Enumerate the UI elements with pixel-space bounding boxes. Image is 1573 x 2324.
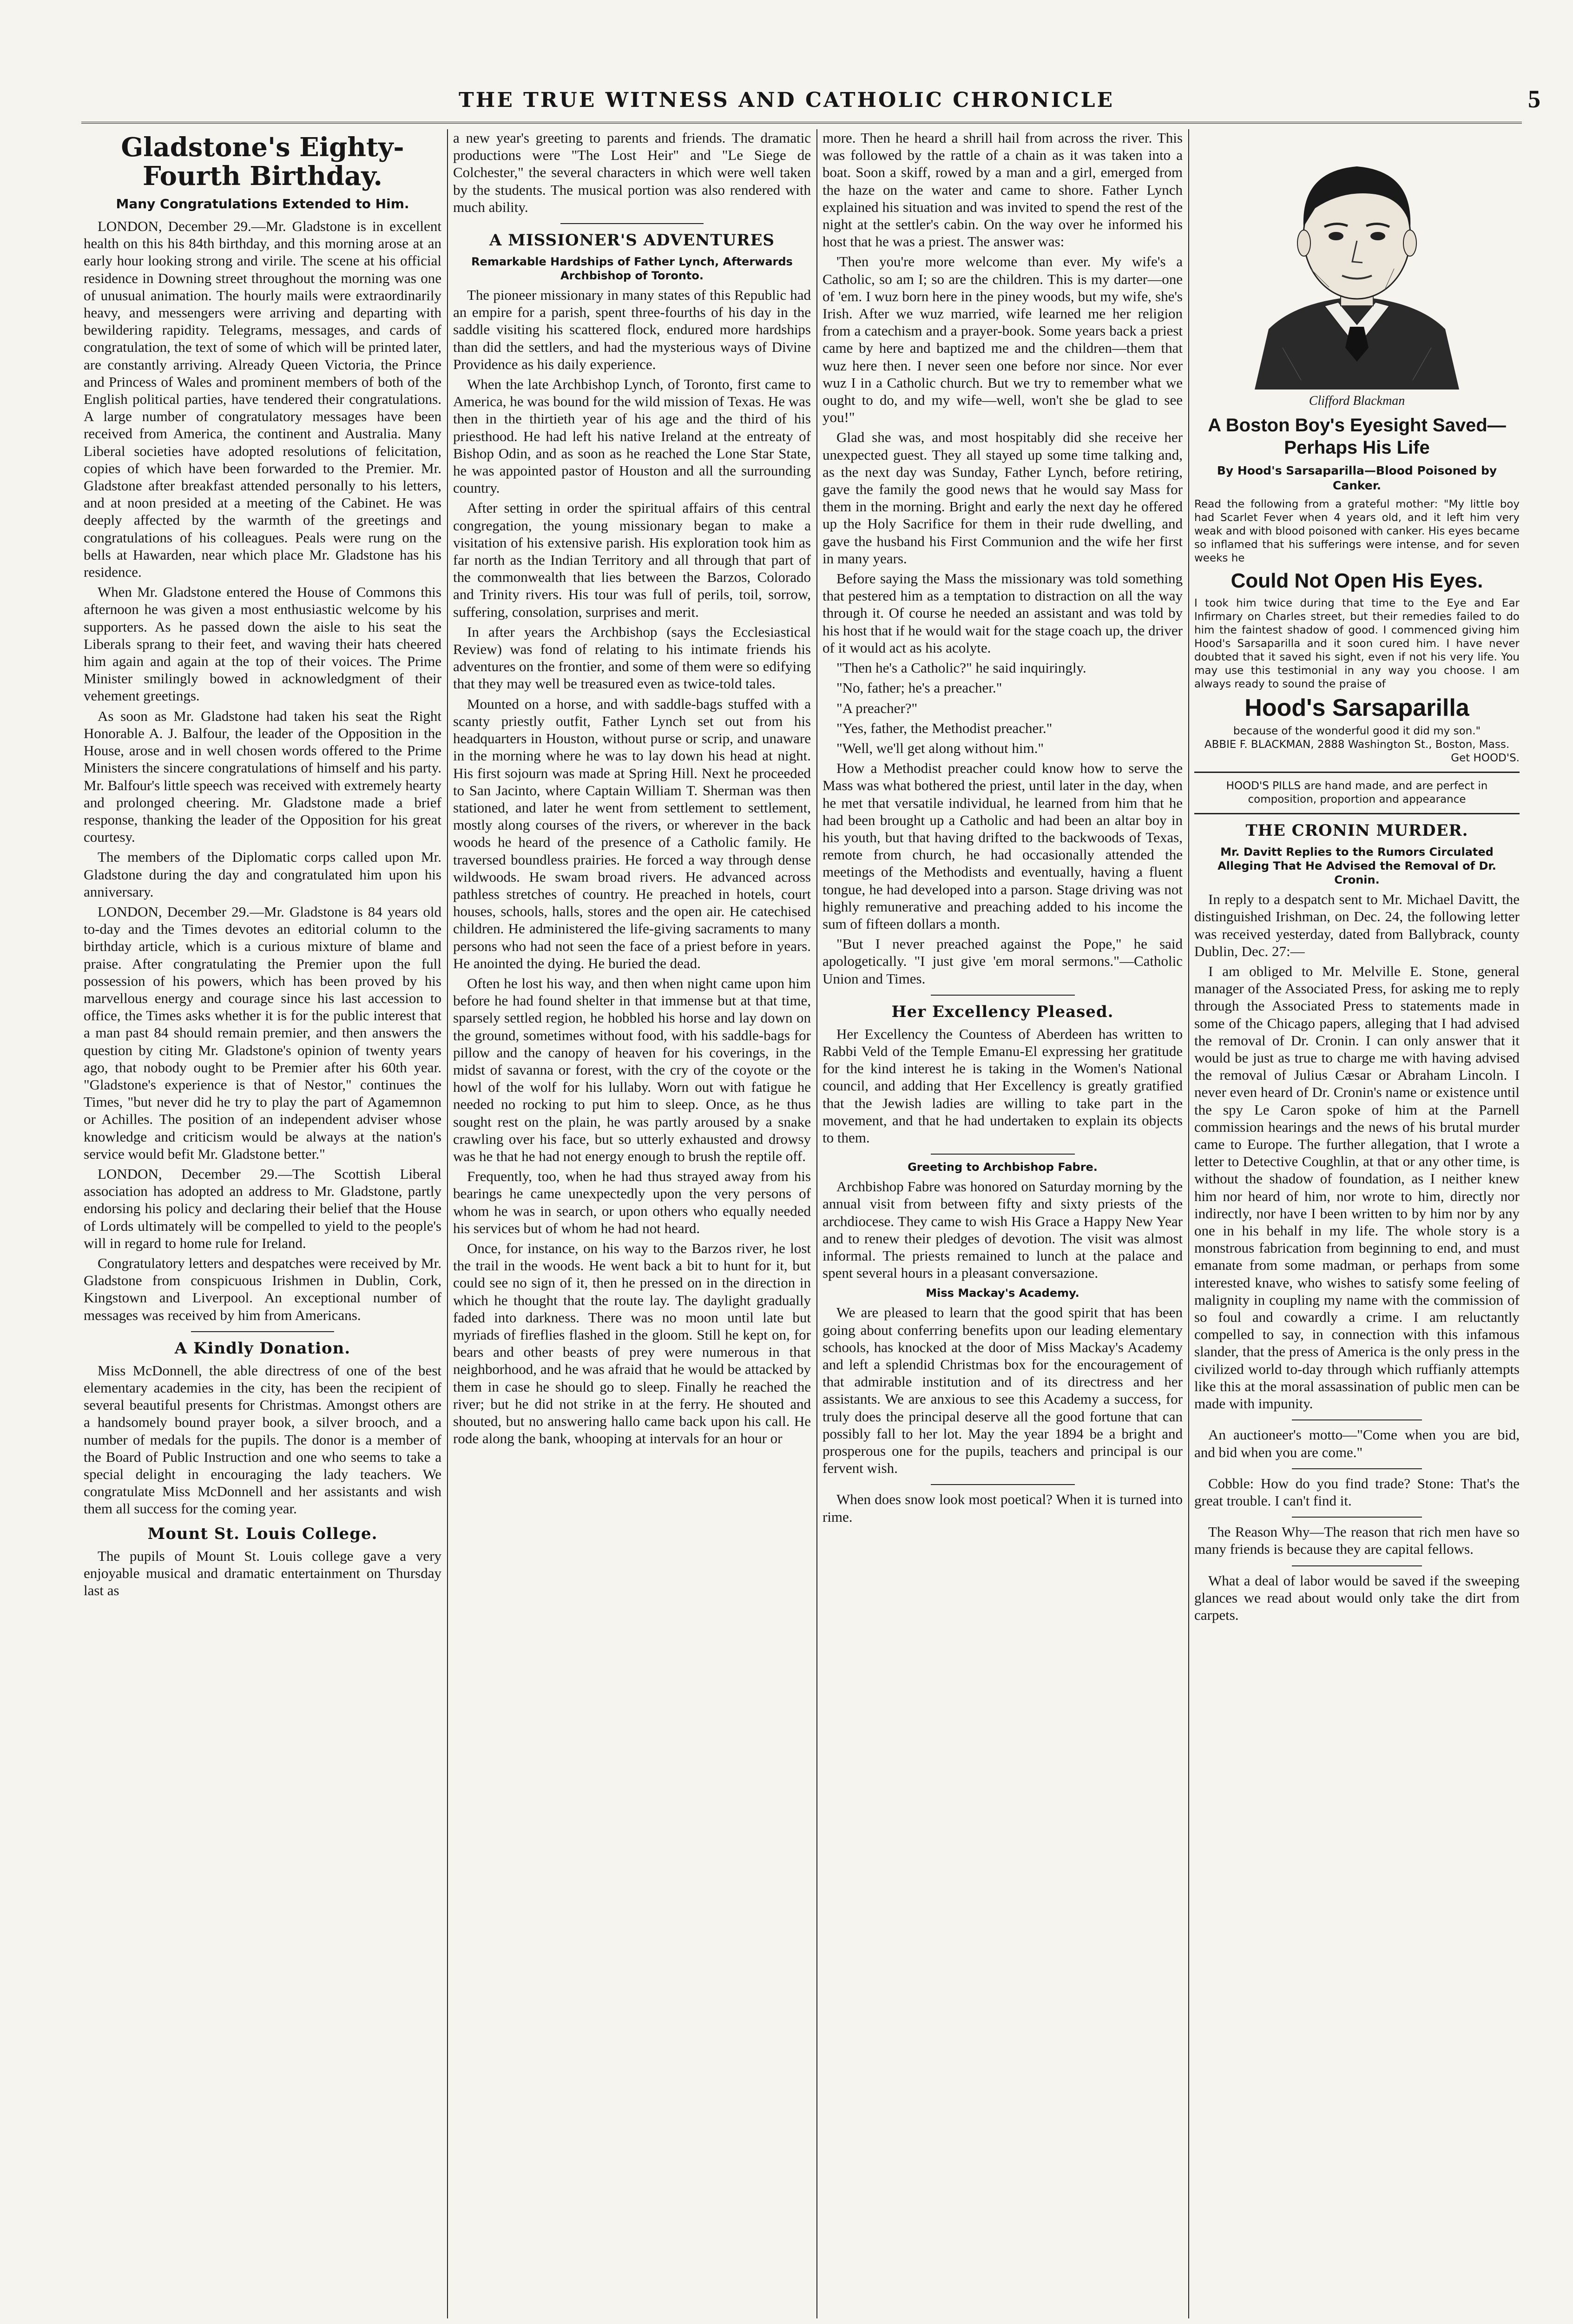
ad-testimonial-part1: Read the following from a grateful mother: "My little boy had Scarlet Fever when 4 years old, and it left him very weak and with blood poisoned with canker. His eyes became so inflamed that his sufferings were intense, and for seven weeks he xyxy=(1194,498,1520,565)
paragraph: a new year's greeting to parents and friends. The dramatic productions were "The Lost Heir" and "Le Siege de Colchester," the several characters in which were well taken by the students. The musical portion was also rendered with much ability. xyxy=(453,130,811,215)
paragraph: The members of the Diplomatic corps called upon Mr. Gladstone during the day and congratulated him upon his anniversary. xyxy=(84,849,441,900)
paragraph: LONDON, December 29.—Mr. Gladstone is 84 years old to-day and the Times devotes an editorial column to the birthday article, which is a curious mixture of blame and praise. After congratulating the Premier upon the full possession of his powers, which has been proved by his marvellous energy and courage since his last accession to office, the Times asks whether it is for the public interest that a man past 84 should remain premier, and then answers the question by citing Mr. Gladstone's opinion of twenty years ago, that nobody ought to be Premier after his 60th year. "Gladstone's experience is that of Nestor," continues the Times, "but never did he try to play the part of Agamemnon or Achilles. The position of an independent adviser whose knowledge and criticism would be always at the nation's service would befit Mr. Gladstone better." xyxy=(84,903,441,1162)
paragraph: As soon as Mr. Gladstone had taken his seat the Right Honorable A. J. Balfour, the leader of the Opposition in the House, arose and in well chosen words offered to the Prime Ministers the sincere congratulations of himself and his party. Mr. Balfour's little speech was received with extremely hearty and prolonged cheering. Mr. Gladstone made a brief response, thanking the leader of the Opposition for his great courtesy. xyxy=(84,707,441,845)
section-divider xyxy=(931,1154,1075,1155)
ad-byline: By Hood's Sarsaparilla—Blood Poisoned by Canker. xyxy=(1217,464,1497,493)
paragraph: Cobble: How do you find trade? Stone: That's the great trouble. I can't find it. xyxy=(1194,1475,1520,1509)
column-4 xyxy=(1194,129,1520,2318)
masthead xyxy=(0,0,1573,116)
section-divider xyxy=(1292,1419,1422,1420)
ad-rule xyxy=(1194,772,1520,773)
paragraph: "No, father; he's a preacher." xyxy=(836,680,1002,696)
ad-product-name: Hood's Sarsaparilla xyxy=(1244,694,1469,722)
article-headline-fabre: Greeting to Archbishop Fabre. xyxy=(908,1161,1098,1174)
paragraph: The pioneer missionary in many states of this Republic had an empire for a parish, spent three-fourths of his day in the saddle visiting his scattered flock, endured more hardships than did the settlers, and had the mysterious ways of Divine Providence as his daily experience. xyxy=(453,287,811,372)
paragraph: Her Excellency the Countess of Aberdeen has written to Rabbi Veld of the Temple Emanu-El expressing her gratitude for the kind interest he is taking in the Women's National council, and adding that Her Excellency is greatly gratified that the Jewish ladies are willing to take part in the movement, and that he had undertaken to explain its objects to them. xyxy=(823,1025,1183,1146)
ad-testimonial-part2: I took him twice during that time to the Eye and Ear Infirmary on Charles street, but their remedies failed to do him the faintest shadow of good. I commenced giving him Hood's Sarsaparilla and it soon cured him. I have never doubted that it saved his sight, even if not his very life. You may use this testimonial in any way you choose. I am always ready to sound the praise of xyxy=(1194,597,1520,691)
boy-portrait-image xyxy=(1236,129,1478,390)
paragraph: Congratulatory letters and despatches were received by Mr. Gladstone from conspicuous Irishmen in Dublin, Cork, Kingstown and Liverpool. An exceptional number of messages was received by him from Americans. xyxy=(84,1254,441,1323)
paragraph: We are pleased to learn that the good spirit that has been going about conferring benefits upon our leading elementary schools, has knocked at the door of Miss Mackay's Academy and left a splendid Christmas box for the encouragement of that admirable institution and of its directress and her assistants. We are anxious to see this Academy a success, for truly does the principal deserve all the good fortune that can possibly fall to her lot. May the year 1894 be a bright and prosperous one for the pupils, teachers and principal is our fervent wish. xyxy=(823,1304,1183,1477)
paragraph: In after years the Archbishop (says the Ecclesiastical Review) was fond of relating to his intimate friends his adventures on the frontier, and some of them were so edifying that they may well be treasured even as twice-told tales. xyxy=(453,623,811,692)
paragraph: "A preacher?" xyxy=(836,700,918,716)
ad-bold-line: Could Not Open His Eyes. xyxy=(1231,569,1483,593)
paragraph: Archbishop Fabre was honored on Saturday morning by the annual visit from between fifty and sixty priests of the archdiocese. They came to wish His Grace a Happy New Year and to renew their pledges of devotion. The visit was almost informal. The priests remained to lunch at the palace and spent several hours in a pleasant conversazione. xyxy=(823,1178,1183,1281)
paragraph: Miss McDonnell, the able directress of one of the best elementary academies in the city, has been the recipient of several beautiful presents for Christmas. Amongst others are a handsomely bound prayer book, a silver brooch, and a number of medals for the pupils. The donor is a member of the Board of Public Instruction and one who seems to take a special delight in encouraging the lady teachers. We congratulate Miss McDonnell and her assistants and wish them all success for the coming year. xyxy=(84,1362,441,1517)
ad-pills-note: HOOD'S PILLS are hand made, and are perfect in composition, proportion and appearance xyxy=(1226,780,1488,806)
paragraph: "Well, we'll get along without him." xyxy=(836,739,1044,756)
ad-headline: A Boston Boy's Eyesight Saved—Perhaps His Life xyxy=(1208,415,1506,458)
article-headline-excellency: Her Excellency Pleased. xyxy=(891,1002,1114,1021)
paragraph: The Reason Why—The reason that rich men have so many friends is because they are capital fellows. xyxy=(1194,1524,1520,1558)
paragraph: LONDON, December 29.—Mr. Gladstone is in excellent health on this his 84th birthday, and this morning arose at an early hour looking strong and virile. The scene at his official residence in Downing street throughout the morning was one of unusual animation. The hourly mails were extraordinarily heavy, and messengers were arriving and departing with bewildering rapidity. Telegrams, messages, and cards of congratulation, the text of some of which will be printed later, are constantly arriving. Already Queen Victoria, the Prince and Princess of Wales and prominent members of both of the English political parties, have tendered their congratulations. A large number of congratulatory messages have been received from America, the continent and Australia. Many Liberal societies have adopted resolutions of felicitation, copies of which have been forwarded to the Premier. Mr. Gladstone after breakfast attended personally to his letters, and at noon presided at a meeting of the Cabinet. He was deeply affected by the warmth of the greetings and congratulations of his colleagues. Peals were rung on the bells at Hawarden, near which place Mr. Gladstone has his residence. xyxy=(84,218,441,581)
section-divider xyxy=(1292,1517,1422,1518)
paragraph: LONDON, December 29.—The Scottish Liberal association has adopted an address to Mr. Gladstone, partly endorsing his policy and declaring their belief that the House of Lords ultimately will be compelled to yield to the people's will in regard to home rule for Ireland. xyxy=(84,1165,441,1251)
paragraph: When Mr. Gladstone entered the House of Commons this afternoon he was given a most enthusiastic welcome by his supporters. As he passed down the aisle to his seat the Liberals sprang to their feet, and waving their hats cheered him again and again at the top of their voices. The Prime Minister smilingly bowed in acknowledgment of their vehement greetings. xyxy=(84,584,441,704)
paragraph: In reply to a despatch sent to Mr. Michael Davitt, the distinguished Irishman, on Dec. 24, the following letter was received yesterday, dated from Ballybrack, county Dublin, Dec. 27:— xyxy=(1194,891,1520,959)
paragraph: Mounted on a horse, and with saddle-bags stuffed with a scanty priestly outfit, Father Lynch set out from his headquarters in Houston, without purse or scrip, and unaware in the morning where he was to lay down his head at night. His first sojourn was made at Spring Hill. Next he proceeded to San Jacinto, where Captain William T. Sherman was then stationed, and later he went from settlement to settlement, mostly along courses of the rivers, or wherever in the back woods he heard of the presence of a Catholic family. He traversed boundless prairies. He forced a way through dense wildwoods. He swam broad rivers. He advanced across pathless stretches of country. He preached in hotels, court houses, schools, halls, stores and the open air. He catechised children. He administered the life-giving sacraments to many persons who had not seen the face of a priest before in years. He anointed the dying. He buried the dead. xyxy=(453,695,811,971)
paragraph: "Then he's a Catholic?" he said inquiringly. xyxy=(836,660,1086,676)
paragraph: 'Then you're more welcome than ever. My wife's a Catholic, so am I; so are the children. This is my darter—one of 'em. I wuz born here in the piney woods, but my wife, she's Irish. After we wuz married, wife learned me her religion from a catechism and a prayer-book. Some years back a priest came by here and baptized me and the children—them that wuz here then. I never seen one before nor since. Nor ever wuz I in a Catholic church. But we try to remember what we ought to do, and my wife—well, won't she be glad to see you!" xyxy=(823,253,1183,426)
article-headline-missioner: A MISSIONER'S ADVENTURES xyxy=(489,231,775,250)
article-headline-cronin: THE CRONIN MURDER. xyxy=(1245,821,1468,840)
section-divider xyxy=(1292,1468,1422,1469)
paragraph: more. Then he heard a shrill hail from across the river. This was followed by the rattle of a chain as it was taken into a boat. Soon a skiff, rowed by a man and a girl, emerged from the haze on the water and came to shore. Father Lynch explained his situation and was invited to spend the rest of the night at the settler's cabin. On the way over he informed his host that he was a priest. The answer was: xyxy=(823,130,1183,250)
section-divider xyxy=(931,1484,1075,1485)
hoods-sarsaparilla-ad xyxy=(1194,129,1520,806)
paragraph: The pupils of Mount St. Louis college gave a very enjoyable musical and dramatic entertainment on Thursday last as xyxy=(84,1547,441,1599)
paragraph: Glad she was, and most hospitably did she receive her unexpected guest. They all stayed up some time talking and, as the next day was Sunday, Father Lynch, before retiring, gave the family the good news that he would say Mass for them in the morning. Bright and early the next day he offered up the Holy Sacrifice for them in their rude dwelling, and gave the husband his First Communion and the wife her first in many years. xyxy=(823,429,1183,567)
section-divider xyxy=(191,1331,334,1332)
ad-testimonial-part3: because of the wonderful good it did my son." xyxy=(1233,725,1481,738)
paragraph: Often he lost his way, and then when night came upon him before he had found shelter in that immense but at that time, sparsely settled region, he hobbled his horse and lay down on the ground, sometimes without food, with his saddle-bags for pillow and the canopy of heaven for his coverings, in the midst of savanna or forest, with the cry of the coyote or the howl of the wolf for his lullaby. Worn out with fatigue he needed no rocking to put him to sleep. Once, as he thus sought rest on the plain, he was partly aroused by a snake crawling over his face, but so utterly exhausted and drowsy was he that he had not energy enough to brush the reptile off. xyxy=(453,975,811,1164)
article-headline-donation: A Kindly Donation. xyxy=(174,1339,351,1358)
portrait-caption: Clifford Blackman xyxy=(1309,394,1405,408)
paragraph: "But I never preached against the Pope," he said apologetically. "I just give 'em moral sermons."—Catholic Union and Times. xyxy=(823,936,1183,987)
article-headline-mount-st-louis: Mount St. Louis College. xyxy=(147,1524,378,1543)
column-2 xyxy=(453,129,811,2318)
paragraph: I am obliged to Mr. Melville E. Stone, general manager of the Associated Press, for asking me to reply through the Associated Press to statements made in some of the Chicago papers, alleging that I had advised the removal of Dr. Cronin. I can only answer that it would be just as true to charge me with having advised the removal of Julius Cæsar or Abraham Lincoln. I never even heard of Dr. Cronin's name or existence until the spy Le Caron spoke of him at the Parnell commission hearings and the news of his brutal murder came to Europe. The further allegation, that I wrote a letter to Detective Coughlin, at that or any other time, is without the shadow of foundation, as I neither knew him nor heard of him, nor wrote to him, directly nor indirectly, nor have I been written to by him nor by any one in his behalf in my life. The whole story is a monstrous fabrication from beginning to end, and must emanate from some madman, or perhaps from some interested knave, who wishes to satisfy some feeling of malignity in coupling my name with the commission of so foul and cowardly a crime. I am reluctantly compelled to say, in connection with this infamous slander, that the press of America is the only press in the civilized world to-day through which ruffianly attempts like this at the moral assassination of public men can be made with impunity. xyxy=(1194,963,1520,1412)
article-subhead-missioner: Remarkable Hardships of Father Lynch, Afterwards Archbishop of Toronto. xyxy=(471,255,793,283)
section-divider xyxy=(560,223,704,224)
section-divider xyxy=(1292,1565,1422,1566)
paragraph: When does snow look most poetical? When it is turned into rime. xyxy=(823,1491,1183,1525)
column-1 xyxy=(84,129,441,2318)
paragraph: After setting in order the spiritual affairs of this central congregation, the young missionary began to make a visitation of his extensive parish. His exploration took him as far north as the Indian Territory and all through that part of the commonwealth that lies between the Barzos, Colorado and Trinity rivers. His tour was full of perils, toil, sorrow, suffering, consolation, surprises and merit. xyxy=(453,500,811,620)
paragraph: How a Methodist preacher could know how to serve the Mass was what bothered the priest, until later in the day, when he met that versatile individual, he learned from him that he had been brought up a Catholic and had been an altar boy in his youth, but that having drifted to the backwoods of Texas, remote from church, he had occasionally attended the meetings of the Methodists and eventually, having a fluent tongue, he had developed into a parson. Stage driving was not highly remunerative and preaching added to his income the sum of fifteen dollars a month. xyxy=(823,760,1183,932)
newspaper-title: THE TRUE WITNESS AND CATHOLIC CHRONICLE xyxy=(459,88,1114,112)
column-rule xyxy=(447,129,448,2318)
ad-signature-address: ABBIE F. BLACKMAN, 2888 Washington St., Boston, Mass. xyxy=(1204,739,1510,751)
article-headline-gladstone: Gladstone's Eighty-Fourth Birthday. xyxy=(121,132,404,191)
paragraph: When the late Archbishop Lynch, of Toronto, first came to America, he was bound for the wild mission of Texas. He was then in the thirtieth year of his age and the third of his priesthood. He had left his native Ireland at the entreaty of Bishop Odin, and as soon as he reached the Lone Star State, he was appointed pastor of Houston and all the surrounding country. xyxy=(453,376,811,496)
paragraph: What a deal of labor would be saved if the sweeping glances we read about would only take the dirt from carpets. xyxy=(1194,1572,1520,1623)
column-rule xyxy=(816,129,817,2318)
column-rule xyxy=(1188,129,1189,2318)
article-headline-mackay: Miss Mackay's Academy. xyxy=(926,1287,1079,1300)
paragraph: Before saying the Mass the missionary was told something that pestered him as a temptation to distraction on all the way through it. Of course he needed an assistant and was told by his host that if he would wait for the stage coach up, the driver of it would act as his acolyte. xyxy=(823,570,1183,656)
masthead-rule xyxy=(81,122,1522,124)
paragraph: Frequently, too, when he had thus strayed away from his bearings he came unexpectedly upon the very persons of whom he was in search, or upon others who equally needed his services but of whom he had not heard. xyxy=(453,1168,811,1236)
paragraph: Once, for instance, on his way to the Barzos river, he lost the trail in the woods. He went back a bit to hunt for it, but could see no sign of it, then he pressed on in the direction in which he thought that the route lay. The daylight gradually faded into darkness. There was no moon until late but myriads of fireflies flashed in the gloom. Still he kept on, for bears and other beasts of prey were numerous in that neighborhood, and he was afraid that he would be attacked by them in case he should go to sleep. Finally he reached the river; but he did not strike in at the ferry. He shouted and shouted, but no answering hallo came back upon his call. He rode along the bank, whooping at intervals for an hour or xyxy=(453,1240,811,1447)
column-3 xyxy=(823,129,1183,2318)
page-number: 5 xyxy=(1528,85,1540,113)
paragraph: An auctioneer's motto—"Come when you are bid, and bid when you are come." xyxy=(1194,1426,1520,1460)
article-subhead-cronin: Mr. Davitt Replies to the Rumors Circulated Alleging That He Advised the Removal of Dr. Cronin. xyxy=(1218,845,1496,887)
article-subhead-gladstone: Many Congratulations Extended to Him. xyxy=(116,196,409,211)
paragraph: "Yes, father, the Methodist preacher." xyxy=(836,720,1053,736)
section-rule xyxy=(1194,813,1520,814)
section-divider xyxy=(931,995,1075,996)
ad-get-hoods: Get HOOD'S. xyxy=(1451,752,1520,765)
